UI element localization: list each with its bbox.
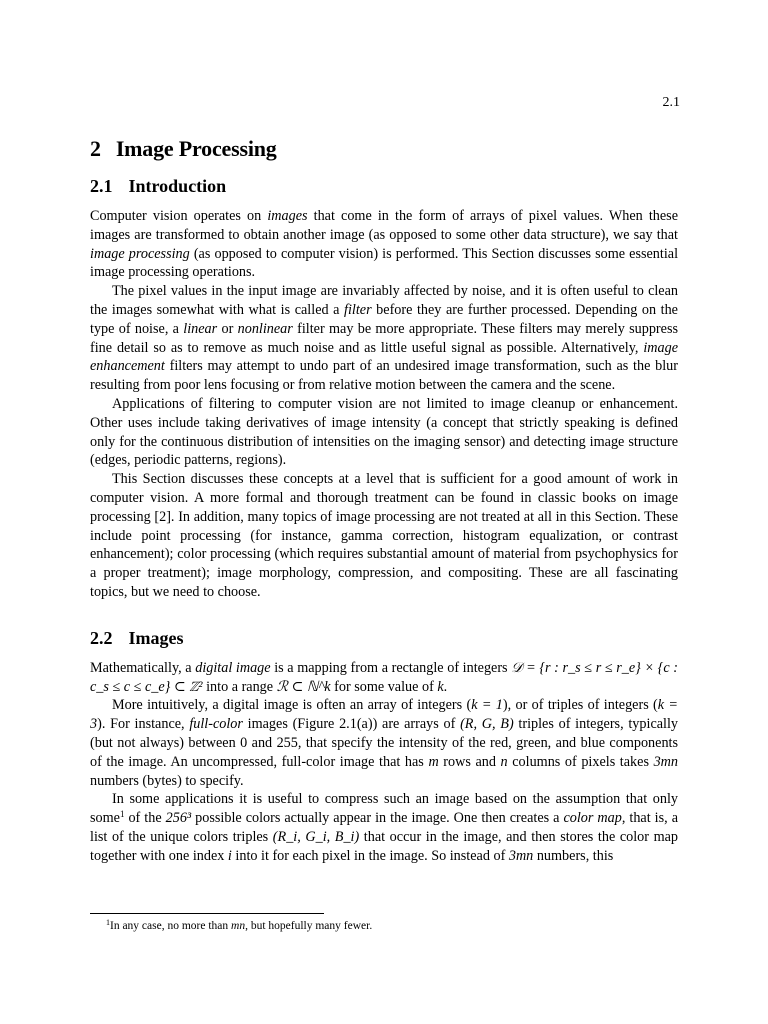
- chapter-number: 2: [90, 136, 101, 161]
- math-range: ℛ ⊂ ℕ^k: [276, 678, 331, 695]
- images-paragraph-3: In some applications it is useful to compress such an image based on the assumption that only some$^1$ of the 256³ possible colors actually appear in the image. One then creates a color map, that is, a list of the unique colors triples (R_i, G_i, B_i) that occur in the image, and then stores the color map together with one index i into it for each pixel in the image. So instead of 3mn numbers, this: [90, 791, 679, 864]
- chapter-heading: [90, 136, 678, 162]
- footnote-reference: 1: [119, 809, 125, 820]
- intro-paragraph-3: Applications of filtering to computer vision are not limited to image cleanup or enhancement. Other uses include taking derivatives of image intensity (a concept that strictly speaking is defined only for the continuous distribution of intensities on the imaging sensor) and detecting image structure (edges, periodic patterns, regions).: [90, 395, 678, 469]
- page-number: 2.1: [662, 95, 680, 110]
- intro-paragraph-2: The pixel values in the input image are invariably affected by noise, and it is often useful to clean the images somewhat with what is called a filter before they are further processed. Depending on the type of noise, a linear or nonlinear filter may be more appropriate. These filters may merely suppress fine detail so as to remove as much noise and as little useful signal as possible. Alternatively, image enhancement filters may attempt to undo part of an undesired image transformation, such as the blur resulting from poor lens focusing or from relative motion between the camera and the scene.: [90, 283, 678, 394]
- math-domain: 𝒟 = {r : r_s ≤ r ≤ r_e} × {c : c_s ≤ c ≤ c_e} ⊂ ℤ²: [90, 659, 679, 695]
- section-number: 2.1: [90, 176, 113, 196]
- section-number: 2.2: [90, 627, 113, 648]
- section-title: Images: [128, 627, 184, 648]
- intro-paragraph-4: This Section discusses these concepts at a level that is sufficient for a good amount of work in computer vision. A more formal and thorough treatment can be found in classic books on image processing [2]. In addition, many topics of image processing are not treated at all in this Section. These include point processing (for instance, gamma correction, histogram equalization, or contrast enhancement); color processing (which requires substantial amount of material from psychophysics for a proper treatment); image morphology, compression, and compositing. These are all fascinating topics, but we need to choose.: [90, 471, 678, 600]
- intro-paragraph-1: Computer vision operates on images that come in the form of arrays of pixel values. When these images are transformed to obtain another image (as opposed to some other data structure), we say that image processing (as opposed to computer vision) is performed. This Section discusses some essential image processing operations.: [90, 208, 679, 281]
- section-heading-introduction: [90, 176, 678, 197]
- images-paragraph-2: More intuitively, a digital image is often an array of integers (k = 1), or of triples of integers (k = 3). For instance, full-color images (Figure 2.1(a)) are arrays of (R, G, B) triples of integers, typically (but not always) between 0 and 255, that specify the intensity of the red, green, and blue components of the image. An uncompressed, full-color image that has m rows and n columns of pixels takes 3mn numbers (bytes) to specify.: [90, 697, 679, 789]
- page-body: [90, 130, 678, 866]
- section-title: Introduction: [128, 176, 227, 196]
- footnote-divider: [90, 913, 324, 914]
- section-heading-images: [90, 628, 678, 649]
- images-paragraph-1: Mathematically, a digital image is a mapping from a rectangle of integers 𝒟 = {r : r_s ≤ r ≤ r_e} × {c : c_s ≤ c ≤ c_e} ⊂ ℤ² into a range ℛ ⊂ ℕ^k for some value of k.: [90, 659, 679, 695]
- footnote: $^1$In any case, no more than mn, but hopefully many fewer.: [106, 918, 373, 932]
- chapter-title: Image Processing: [115, 136, 277, 161]
- footnote-mark: 1: [106, 918, 110, 927]
